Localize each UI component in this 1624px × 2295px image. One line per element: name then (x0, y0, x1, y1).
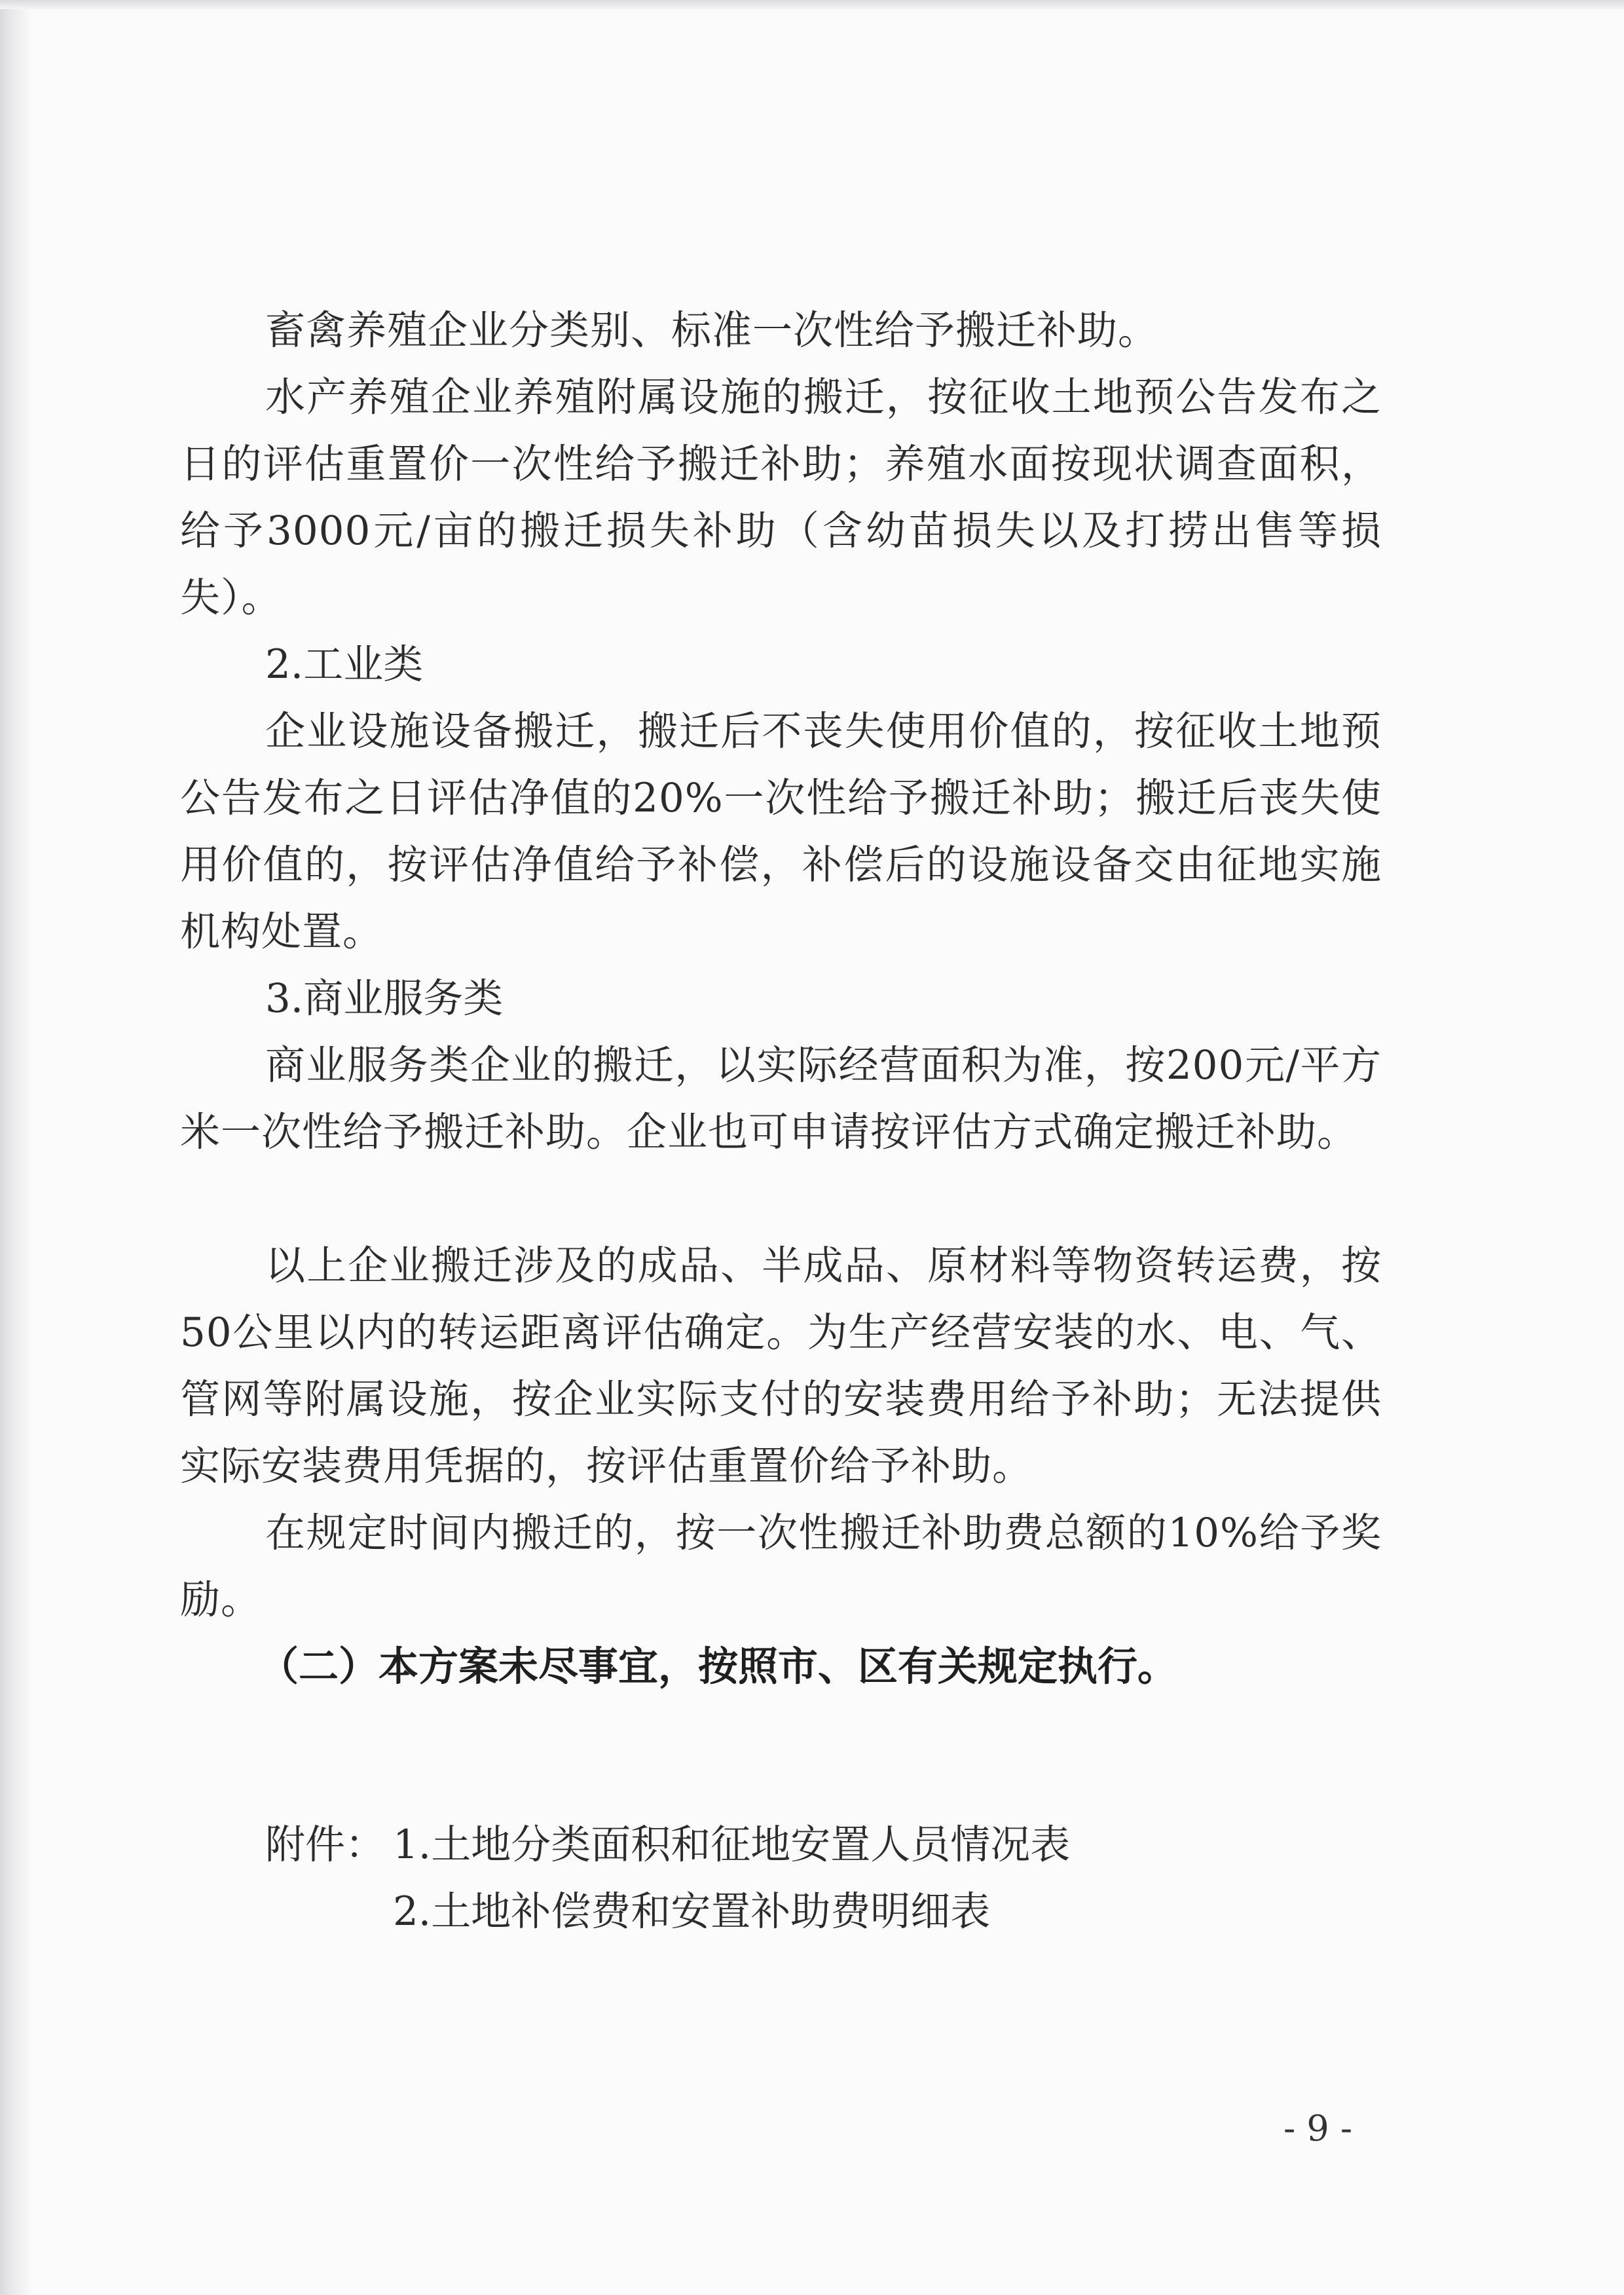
paragraph-supplementary: （二）本方案未尽事宜，按照市、区有关规定执行。 (259, 1643, 1178, 1690)
page-top-shadow (0, 0, 1624, 9)
page-number: - 9 - (1283, 2108, 1353, 2149)
paragraph-livestock: 畜禽养殖企业分类别、标准一次性给予搬迁补助。 (265, 307, 1159, 354)
attachment-item-1: 1.土地分类面积和征地安置人员情况表 (393, 1821, 1071, 1868)
attachment-item-2: 2.土地补偿费和安置补助费明细表 (393, 1888, 991, 1935)
paragraph-transport: 以上企业搬迁涉及的成品、半成品、原材料等物资转运费，按50公里以内的转运距离评估确定。为生产经营安装的水、电、气、管网等附属设施，按企业实际支付的安装费用给予补助；无法提供实际安装费用凭据的，按评估重置价给予补助。 (180, 1242, 1382, 1489)
paragraph-aquaculture: 水产养殖企业养殖附属设施的搬迁，按征收土地预公告发布之日的评估重置价一次性给予搬迁补助；养殖水面按现状调查面积，给予3000元/亩的搬迁损失补助（含幼苗损失以及打捞出售等损失）。 (180, 374, 1382, 621)
paragraph-reward: 在规定时间内搬迁的，按一次性搬迁补助费总额的10%给予奖励。 (180, 1510, 1382, 1623)
heading-commerce: 3.商业服务类 (265, 975, 504, 1022)
paragraph-commerce: 商业服务类企业的搬迁，以实际经营面积为准，按200元/平方米一次性给予搬迁补助。企业也可申请按评估方式确定搬迁补助。 (180, 1042, 1382, 1155)
attachments-label: 附件： (265, 1821, 386, 1868)
paragraph-industry: 企业设施设备搬迁，搬迁后不丧失使用价值的，按征收土地预公告发布之日评估净值的20%一次性给予搬迁补助；搬迁后丧失使用价值的，按评估净值给予补偿，补偿后的设施设备交由征地实施机构处置。 (180, 708, 1382, 955)
page-binding-shadow (0, 0, 30, 2295)
heading-industry: 2.工业类 (265, 641, 424, 688)
